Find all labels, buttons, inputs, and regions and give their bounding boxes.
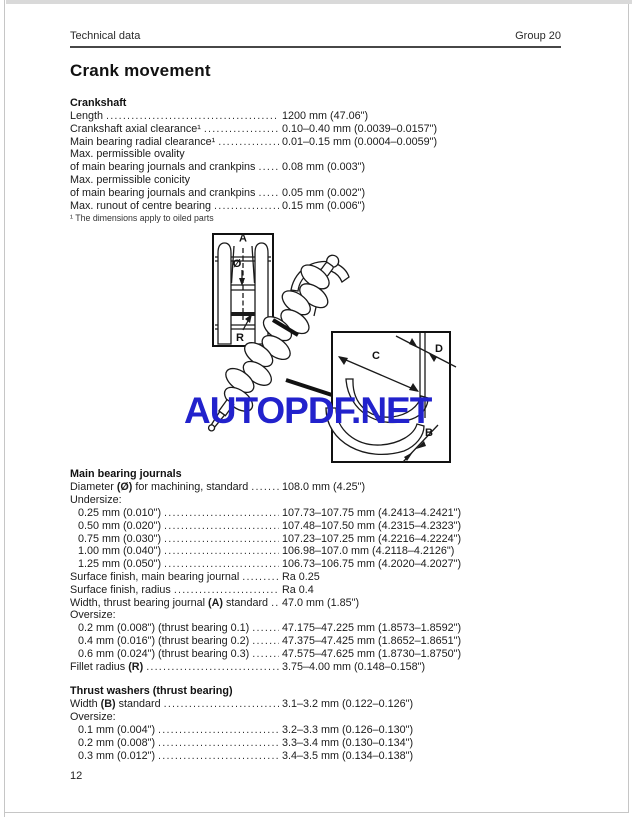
spec-row (70, 494, 561, 507)
spec-label: of main bearing journals and crankpins (70, 161, 256, 174)
section-title: Main bearing journals (70, 468, 182, 481)
dot-leader (158, 750, 279, 763)
footnote: ¹ The dimensions apply to oiled parts (70, 213, 214, 224)
dot-leader (164, 698, 279, 711)
spec-row (70, 174, 561, 187)
spec-label: Diameter (Ø) for machining, standard (70, 481, 249, 494)
spec-value: 47.575–47.625 mm (1.8730–1.8750") (282, 647, 462, 660)
spec-value: 0.10–0.40 mm (0.0039–0.0157") (282, 122, 438, 135)
spec-row (70, 661, 561, 674)
spec-row (70, 533, 561, 546)
dot-leader (258, 161, 279, 174)
spec-value: Ra 0.4 (282, 583, 314, 596)
spec-row (70, 698, 561, 711)
spec-value: 3.3–3.4 mm (0.130–0.134") (282, 736, 414, 749)
dot-leader (164, 533, 279, 546)
dot-leader (242, 571, 279, 584)
spec-row (70, 737, 561, 750)
spec-row (70, 123, 561, 136)
spec-label: Width, thrust bearing journal (A) standard (70, 596, 269, 609)
page-content (70, 0, 561, 762)
dot-leader (258, 187, 279, 200)
spec-label: Surface finish, main bearing journal (70, 570, 240, 583)
page-edge-top (6, 0, 632, 4)
spec-value: 107.23–107.25 mm (4.2216–4.2224") (282, 532, 462, 545)
page-header (70, 30, 561, 43)
spec-label: Fillet radius (R) (70, 660, 144, 673)
spec-row (70, 609, 561, 622)
dot-leader (251, 481, 279, 494)
spec-row (70, 200, 561, 213)
spec-value: 47.375–47.425 mm (1.8652–1.8651") (282, 634, 462, 647)
dot-leader (271, 597, 279, 610)
spec-value: 0.05 mm (0.002") (282, 186, 366, 199)
section-main-bearing-journals (70, 468, 561, 673)
spec-value: 0.01–0.15 mm (0.0004–0.0059") (282, 135, 438, 148)
spec-row (70, 622, 561, 635)
header-left-text: Technical data (70, 30, 141, 42)
spec-label: Crankshaft axial clearance¹ (70, 122, 201, 135)
spec-row (70, 724, 561, 737)
spec-value: 3.75–4.00 mm (0.148–0.158") (282, 660, 426, 673)
spec-value: 1200 mm (47.06") (282, 110, 369, 122)
dot-leader (214, 200, 279, 213)
spec-row (70, 558, 561, 571)
label-diameter: Ø (232, 258, 242, 271)
spec-label: Width (B) standard (70, 698, 161, 711)
crankshaft-figure (70, 228, 561, 464)
dot-leader (106, 110, 279, 123)
dot-leader (174, 584, 279, 597)
page-title: Crank movement (70, 61, 211, 80)
spec-label: Max. runout of centre bearing (70, 199, 212, 212)
dot-leader (164, 520, 279, 533)
spec-value: 106.98–107.0 mm (4.2118–4.2126") (282, 545, 455, 558)
spec-row (70, 110, 561, 123)
spec-row (70, 545, 561, 558)
dot-leader (252, 622, 279, 635)
spec-row (70, 507, 561, 520)
spec-row (70, 711, 561, 724)
spec-label: 0.2 mm (0.008") (thrust bearing 0.1) (78, 622, 250, 635)
spec-label: Surface finish, radius (70, 583, 171, 596)
spec-value: 3.4–3.5 mm (0.134–0.138") (282, 749, 414, 762)
watermark: AUTOPDF.NET (184, 390, 432, 432)
spec-label: 0.4 mm (0.016") (thrust bearing 0.2) (78, 634, 250, 647)
spec-value: 107.73–107.75 mm (4.2413–4.2421") (282, 506, 462, 519)
spec-label: 0.3 mm (0.012") (78, 749, 156, 762)
spec-value: 0.08 mm (0.003") (282, 161, 366, 174)
spec-label: Max. permissible ovality (70, 148, 185, 161)
spec-row (70, 584, 561, 597)
spec-row (70, 187, 561, 200)
spec-value: 3.1–3.2 mm (0.122–0.126") (282, 698, 414, 711)
dot-leader (252, 648, 279, 661)
spec-label: 0.2 mm (0.008") (78, 736, 156, 749)
header-right-text: Group 20 (515, 30, 561, 42)
spec-row (70, 635, 561, 648)
dot-leader (164, 545, 279, 558)
spec-row (70, 750, 561, 763)
spec-label: Max. permissible conicity (70, 173, 190, 186)
spec-value: 47.0 mm (1.85") (282, 596, 360, 609)
dot-leader (204, 123, 279, 136)
spec-label: 0.75 mm (0.030") (78, 532, 162, 545)
spec-label: Undersize: (70, 494, 122, 507)
section-thrust-washers (70, 685, 561, 762)
spec-label: Length (70, 110, 104, 122)
header-rule (70, 46, 561, 48)
spec-value: Ra 0.25 (282, 570, 320, 583)
spec-row (70, 481, 561, 494)
label-b: B (425, 427, 433, 440)
spec-row (70, 597, 561, 610)
page-edge-bottom (4, 812, 629, 813)
section-title: Crankshaft (70, 97, 127, 109)
dot-leader (158, 724, 279, 737)
spec-row (70, 136, 561, 149)
spec-value: 47.175–47.225 mm (1.8573–1.8592") (282, 622, 462, 635)
dot-leader (158, 737, 279, 750)
spec-row (70, 648, 561, 661)
dot-leader (164, 558, 279, 571)
label-c: C (372, 350, 380, 363)
label-r: R (236, 332, 244, 345)
spec-label: 0.50 mm (0.020") (78, 519, 162, 532)
spec-label: Main bearing radial clearance¹ (70, 135, 216, 148)
section-crankshaft (70, 97, 561, 224)
dot-leader (146, 661, 279, 674)
page-edge-right (628, 4, 629, 813)
dot-leader (252, 635, 279, 648)
spec-value: 107.48–107.50 mm (4.2315–4.2323") (282, 519, 462, 532)
section-title: Thrust washers (thrust bearing) (70, 685, 233, 698)
spec-row (70, 161, 561, 174)
page-number: 12 (70, 770, 83, 782)
spec-value: 108.0 mm (4.25") (282, 481, 366, 494)
spec-row (70, 571, 561, 584)
spec-value: 106.73–106.75 mm (4.2020–4.2027") (282, 558, 462, 571)
spec-row (70, 520, 561, 533)
dot-leader (164, 507, 279, 520)
spec-label: of main bearing journals and crankpins (70, 186, 256, 199)
page-edge-left (4, 0, 5, 817)
spec-label: 0.25 mm (0.010") (78, 506, 162, 519)
spec-value: 3.2–3.3 mm (0.126–0.130") (282, 723, 414, 736)
label-a: A (239, 232, 247, 245)
spec-label: 1.25 mm (0.050") (78, 558, 162, 571)
spec-label: Oversize: (70, 609, 116, 622)
spec-label: 0.1 mm (0.004") (78, 723, 156, 736)
spec-label: 1.00 mm (0.040") (78, 545, 162, 558)
label-d: D (435, 343, 443, 356)
spec-value: 0.15 mm (0.006") (282, 199, 366, 212)
spec-row (70, 148, 561, 161)
journal-section-inset (213, 233, 273, 347)
spec-label: Oversize: (70, 711, 116, 724)
dot-leader (218, 136, 279, 149)
spec-label: 0.6 mm (0.024") (thrust bearing 0.3) (78, 647, 250, 660)
